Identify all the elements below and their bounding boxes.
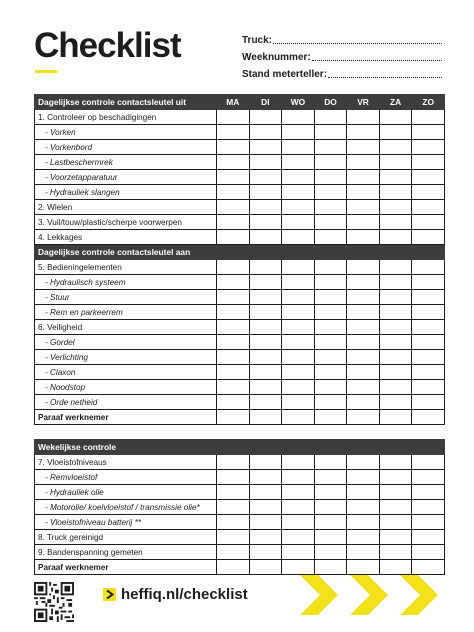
daily-key-on-header-row xyxy=(35,245,445,260)
check-cell-vr[interactable] xyxy=(347,215,380,230)
check-cell-za[interactable] xyxy=(379,230,412,245)
check-cell-do[interactable] xyxy=(314,410,347,425)
day-header-za: ZA xyxy=(379,95,412,110)
check-cell-za[interactable] xyxy=(379,500,412,515)
check-cell-wo[interactable] xyxy=(282,410,315,425)
check-cell-wo[interactable] xyxy=(282,155,315,170)
check-cell-ma[interactable] xyxy=(217,560,250,575)
check-cell-wo[interactable] xyxy=(282,110,315,125)
check-cell-ma[interactable] xyxy=(217,395,250,410)
check-cell-wo[interactable] xyxy=(282,365,315,380)
check-cell-ma[interactable] xyxy=(217,155,250,170)
check-cell-za[interactable] xyxy=(379,350,412,365)
check-item-label: - Noodstop xyxy=(35,380,217,395)
check-cell-vr[interactable] xyxy=(347,140,380,155)
check-cell-zo[interactable] xyxy=(412,485,445,500)
weekly-header-cell xyxy=(347,440,380,455)
check-cell-za[interactable] xyxy=(379,560,412,575)
check-cell-za[interactable] xyxy=(379,470,412,485)
check-cell-wo[interactable] xyxy=(282,305,315,320)
check-cell-za[interactable] xyxy=(379,380,412,395)
meter-reading-field[interactable] xyxy=(242,66,442,83)
check-item-label: 7. Vloeistofniveaus xyxy=(35,455,217,470)
check-cell-zo[interactable] xyxy=(412,500,445,515)
check-item-label: Paraaf werknemer xyxy=(35,560,217,575)
daily-row xyxy=(35,275,445,290)
check-cell-zo[interactable] xyxy=(412,545,445,560)
check-cell-zo[interactable] xyxy=(412,395,445,410)
daily-key-on-header-label: Dagelijkse controle contactsleutel aan xyxy=(35,245,217,260)
check-cell-wo[interactable] xyxy=(282,470,315,485)
daily-row xyxy=(35,155,445,170)
check-cell-za[interactable] xyxy=(379,275,412,290)
check-cell-ma[interactable] xyxy=(217,110,250,125)
daily-row xyxy=(35,305,445,320)
check-item-label: - Vloeistofniveau batterij ** xyxy=(35,515,217,530)
check-cell-ma[interactable] xyxy=(217,230,250,245)
check-cell-di[interactable] xyxy=(249,320,282,335)
meter-reading-field-line xyxy=(328,66,442,78)
check-cell-za[interactable] xyxy=(379,215,412,230)
check-cell-vr[interactable] xyxy=(347,320,380,335)
check-cell-di[interactable] xyxy=(249,395,282,410)
title-accent-line xyxy=(35,70,57,73)
check-cell-vr[interactable] xyxy=(347,485,380,500)
daily-key-on-header-cell xyxy=(379,245,412,260)
check-item-label: - Claxon xyxy=(35,365,217,380)
check-cell-zo[interactable] xyxy=(412,410,445,425)
check-cell-vr[interactable] xyxy=(347,500,380,515)
weekly-row xyxy=(35,500,445,515)
daily-row xyxy=(35,365,445,380)
daily-row xyxy=(35,215,445,230)
check-cell-di[interactable] xyxy=(249,185,282,200)
check-cell-zo[interactable] xyxy=(412,290,445,305)
check-cell-ma[interactable] xyxy=(217,215,250,230)
check-cell-zo[interactable] xyxy=(412,305,445,320)
check-item-label: - Motorolie/ koelvloeistof / transmissie olie* xyxy=(35,500,217,515)
check-cell-di[interactable] xyxy=(249,560,282,575)
daily-row xyxy=(35,110,445,125)
check-cell-wo[interactable] xyxy=(282,275,315,290)
check-cell-vr[interactable] xyxy=(347,125,380,140)
check-cell-ma[interactable] xyxy=(217,200,250,215)
check-item-label: - Hydraulisch systeem xyxy=(35,275,217,290)
check-cell-wo[interactable] xyxy=(282,260,315,275)
check-cell-za[interactable] xyxy=(379,140,412,155)
check-cell-za[interactable] xyxy=(379,530,412,545)
check-cell-zo[interactable] xyxy=(412,200,445,215)
check-cell-vr[interactable] xyxy=(347,305,380,320)
daily-header-row xyxy=(35,95,445,110)
check-cell-ma[interactable] xyxy=(217,170,250,185)
check-cell-zo[interactable] xyxy=(412,125,445,140)
daily-key-on-header-cell xyxy=(314,245,347,260)
check-cell-di[interactable] xyxy=(249,515,282,530)
check-cell-di[interactable] xyxy=(249,500,282,515)
check-cell-ma[interactable] xyxy=(217,410,250,425)
check-cell-wo[interactable] xyxy=(282,500,315,515)
check-cell-vr[interactable] xyxy=(347,515,380,530)
check-cell-do[interactable] xyxy=(314,485,347,500)
check-item-label: 1. Controleer op beschadigingen xyxy=(35,110,217,125)
check-cell-di[interactable] xyxy=(249,530,282,545)
check-cell-di[interactable] xyxy=(249,455,282,470)
check-item-label: - Remvloeistof xyxy=(35,470,217,485)
check-cell-zo[interactable] xyxy=(412,320,445,335)
check-cell-wo[interactable] xyxy=(282,380,315,395)
check-cell-zo[interactable] xyxy=(412,335,445,350)
check-cell-ma[interactable] xyxy=(217,185,250,200)
week-number-field-line xyxy=(312,49,442,61)
check-cell-vr[interactable] xyxy=(347,560,380,575)
check-item-label: - Stuur xyxy=(35,290,217,305)
daily-row xyxy=(35,125,445,140)
daily-row xyxy=(35,200,445,215)
check-cell-za[interactable] xyxy=(379,260,412,275)
daily-row xyxy=(35,185,445,200)
weekly-row xyxy=(35,545,445,560)
weekly-row xyxy=(35,560,445,575)
check-cell-ma[interactable] xyxy=(217,260,250,275)
check-cell-zo[interactable] xyxy=(412,260,445,275)
check-cell-vr[interactable] xyxy=(347,380,380,395)
weekly-row xyxy=(35,455,445,470)
check-cell-do[interactable] xyxy=(314,230,347,245)
check-cell-do[interactable] xyxy=(314,155,347,170)
check-item-label: - Lastbeschermrek xyxy=(35,155,217,170)
check-item-label: - Gordel xyxy=(35,335,217,350)
check-cell-di[interactable] xyxy=(249,275,282,290)
weekly-checklist-table xyxy=(34,439,445,575)
weekly-header-cell xyxy=(412,440,445,455)
check-cell-wo[interactable] xyxy=(282,140,315,155)
check-cell-do[interactable] xyxy=(314,395,347,410)
check-cell-di[interactable] xyxy=(249,170,282,185)
check-cell-zo[interactable] xyxy=(412,185,445,200)
weekly-row xyxy=(35,485,445,500)
daily-row xyxy=(35,320,445,335)
check-cell-wo[interactable] xyxy=(282,545,315,560)
day-header-do: DO xyxy=(314,95,347,110)
check-cell-do[interactable] xyxy=(314,560,347,575)
check-cell-zo[interactable] xyxy=(412,470,445,485)
check-cell-di[interactable] xyxy=(249,110,282,125)
check-cell-vr[interactable] xyxy=(347,110,380,125)
weekly-row xyxy=(35,515,445,530)
check-cell-ma[interactable] xyxy=(217,545,250,560)
check-cell-zo[interactable] xyxy=(412,455,445,470)
weekly-row xyxy=(35,530,445,545)
check-cell-zo[interactable] xyxy=(412,365,445,380)
daily-row xyxy=(35,140,445,155)
check-cell-di[interactable] xyxy=(249,335,282,350)
check-item-label: 8. Truck gereinigd xyxy=(35,530,217,545)
week-number-field-label: Weeknummer: xyxy=(242,52,311,63)
check-item-label: - Hydrauliek olie xyxy=(35,485,217,500)
check-cell-do[interactable] xyxy=(314,335,347,350)
check-item-label: 9. Bandenspanning gemeten xyxy=(35,545,217,560)
check-cell-wo[interactable] xyxy=(282,485,315,500)
check-cell-wo[interactable] xyxy=(282,560,315,575)
check-item-label: Paraaf werknemer xyxy=(35,410,217,425)
check-cell-di[interactable] xyxy=(249,545,282,560)
check-cell-wo[interactable] xyxy=(282,200,315,215)
check-cell-wo[interactable] xyxy=(282,335,315,350)
check-cell-di[interactable] xyxy=(249,230,282,245)
check-cell-wo[interactable] xyxy=(282,515,315,530)
check-item-label: - Hydrauliek slangen xyxy=(35,185,217,200)
check-cell-vr[interactable] xyxy=(347,275,380,290)
check-cell-di[interactable] xyxy=(249,125,282,140)
truck-field[interactable] xyxy=(242,32,442,49)
daily-key-on-header-cell xyxy=(347,245,380,260)
weekly-row xyxy=(35,470,445,485)
check-cell-zo[interactable] xyxy=(412,230,445,245)
check-cell-do[interactable] xyxy=(314,215,347,230)
check-cell-do[interactable] xyxy=(314,275,347,290)
check-cell-di[interactable] xyxy=(249,485,282,500)
check-cell-di[interactable] xyxy=(249,305,282,320)
check-cell-di[interactable] xyxy=(249,155,282,170)
check-cell-zo[interactable] xyxy=(412,380,445,395)
check-cell-do[interactable] xyxy=(314,200,347,215)
check-cell-vr[interactable] xyxy=(347,290,380,305)
daily-row xyxy=(35,290,445,305)
check-cell-vr[interactable] xyxy=(347,530,380,545)
weekly-header-cell xyxy=(217,440,250,455)
weekly-header-cell xyxy=(379,440,412,455)
check-item-label: 3. Vuil/touw/plastic/scherpe voorwerpen xyxy=(35,215,217,230)
check-cell-za[interactable] xyxy=(379,515,412,530)
check-cell-za[interactable] xyxy=(379,155,412,170)
weekly-header-row xyxy=(35,440,445,455)
decorative-chevrons-icon xyxy=(300,575,445,615)
check-cell-ma[interactable] xyxy=(217,455,250,470)
daily-row xyxy=(35,395,445,410)
check-item-label: - Rem en parkeerrem xyxy=(35,305,217,320)
daily-key-on-header-cell xyxy=(217,245,250,260)
check-cell-za[interactable] xyxy=(379,125,412,140)
check-cell-za[interactable] xyxy=(379,110,412,125)
website-url: heffiq.nl/checklist xyxy=(121,586,248,603)
daily-row xyxy=(35,260,445,275)
check-cell-di[interactable] xyxy=(249,290,282,305)
check-cell-ma[interactable] xyxy=(217,470,250,485)
daily-row xyxy=(35,380,445,395)
website-link[interactable] xyxy=(103,586,248,603)
weekly-header-cell xyxy=(282,440,315,455)
check-cell-vr[interactable] xyxy=(347,230,380,245)
check-cell-zo[interactable] xyxy=(412,515,445,530)
daily-key-on-header-cell xyxy=(249,245,282,260)
weekly-header-label: Wekelijkse controle xyxy=(35,440,217,455)
check-cell-di[interactable] xyxy=(249,365,282,380)
check-cell-ma[interactable] xyxy=(217,140,250,155)
check-cell-di[interactable] xyxy=(249,470,282,485)
check-cell-vr[interactable] xyxy=(347,185,380,200)
check-cell-za[interactable] xyxy=(379,320,412,335)
check-cell-do[interactable] xyxy=(314,170,347,185)
check-cell-do[interactable] xyxy=(314,545,347,560)
check-cell-za[interactable] xyxy=(379,455,412,470)
check-cell-za[interactable] xyxy=(379,365,412,380)
check-cell-vr[interactable] xyxy=(347,410,380,425)
chevron-right-icon xyxy=(103,588,116,601)
check-cell-za[interactable] xyxy=(379,485,412,500)
check-cell-ma[interactable] xyxy=(217,500,250,515)
check-cell-wo[interactable] xyxy=(282,170,315,185)
check-cell-zo[interactable] xyxy=(412,350,445,365)
week-number-field[interactable] xyxy=(242,49,442,66)
meter-reading-field-label: Stand meterteller: xyxy=(242,69,328,80)
check-cell-do[interactable] xyxy=(314,515,347,530)
check-cell-ma[interactable] xyxy=(217,275,250,290)
check-cell-wo[interactable] xyxy=(282,290,315,305)
check-cell-do[interactable] xyxy=(314,305,347,320)
weekly-header-cell xyxy=(249,440,282,455)
check-cell-wo[interactable] xyxy=(282,215,315,230)
check-cell-vr[interactable] xyxy=(347,395,380,410)
day-header-di: DI xyxy=(249,95,282,110)
check-cell-wo[interactable] xyxy=(282,320,315,335)
check-cell-wo[interactable] xyxy=(282,125,315,140)
check-cell-vr[interactable] xyxy=(347,470,380,485)
check-item-label: 5. Bedieningelementen xyxy=(35,260,217,275)
daily-header-label: Dagelijkse controle contactsleutel uit xyxy=(35,95,217,110)
check-item-label: 2. Wielen xyxy=(35,200,217,215)
check-cell-zo[interactable] xyxy=(412,140,445,155)
check-cell-do[interactable] xyxy=(314,320,347,335)
check-item-label: - Voorzetapparatuur xyxy=(35,170,217,185)
check-cell-vr[interactable] xyxy=(347,260,380,275)
check-cell-ma[interactable] xyxy=(217,515,250,530)
daily-row xyxy=(35,230,445,245)
check-cell-do[interactable] xyxy=(314,260,347,275)
check-cell-ma[interactable] xyxy=(217,320,250,335)
daily-row xyxy=(35,335,445,350)
check-cell-do[interactable] xyxy=(314,110,347,125)
check-cell-za[interactable] xyxy=(379,305,412,320)
check-cell-wo[interactable] xyxy=(282,395,315,410)
check-cell-vr[interactable] xyxy=(347,200,380,215)
check-cell-za[interactable] xyxy=(379,185,412,200)
check-cell-do[interactable] xyxy=(314,290,347,305)
qr-code-icon xyxy=(34,582,74,622)
truck-field-label: Truck: xyxy=(242,35,273,46)
check-cell-di[interactable] xyxy=(249,380,282,395)
check-cell-ma[interactable] xyxy=(217,530,250,545)
check-item-label: - Vorkenbord xyxy=(35,140,217,155)
check-cell-zo[interactable] xyxy=(412,170,445,185)
check-item-label: - Orde netheid xyxy=(35,395,217,410)
check-cell-zo[interactable] xyxy=(412,110,445,125)
check-cell-vr[interactable] xyxy=(347,350,380,365)
check-cell-wo[interactable] xyxy=(282,455,315,470)
check-cell-za[interactable] xyxy=(379,290,412,305)
check-cell-za[interactable] xyxy=(379,200,412,215)
daily-key-on-header-cell xyxy=(282,245,315,260)
check-cell-za[interactable] xyxy=(379,335,412,350)
check-cell-di[interactable] xyxy=(249,260,282,275)
check-cell-do[interactable] xyxy=(314,365,347,380)
weekly-header-cell xyxy=(314,440,347,455)
check-cell-za[interactable] xyxy=(379,170,412,185)
check-cell-di[interactable] xyxy=(249,350,282,365)
check-cell-zo[interactable] xyxy=(412,155,445,170)
check-cell-za[interactable] xyxy=(379,545,412,560)
day-header-vr: VR xyxy=(347,95,380,110)
daily-row xyxy=(35,170,445,185)
check-cell-do[interactable] xyxy=(314,350,347,365)
day-header-zo: ZO xyxy=(412,95,445,110)
check-item-label: - Vorken xyxy=(35,125,217,140)
check-cell-ma[interactable] xyxy=(217,350,250,365)
check-cell-ma[interactable] xyxy=(217,305,250,320)
check-cell-di[interactable] xyxy=(249,140,282,155)
check-cell-di[interactable] xyxy=(249,215,282,230)
check-cell-ma[interactable] xyxy=(217,485,250,500)
check-cell-vr[interactable] xyxy=(347,170,380,185)
check-cell-wo[interactable] xyxy=(282,230,315,245)
header-fields xyxy=(242,32,442,83)
check-cell-vr[interactable] xyxy=(347,155,380,170)
check-cell-do[interactable] xyxy=(314,380,347,395)
daily-row xyxy=(35,350,445,365)
check-cell-vr[interactable] xyxy=(347,365,380,380)
day-header-wo: WO xyxy=(282,95,315,110)
check-cell-vr[interactable] xyxy=(347,545,380,560)
check-cell-do[interactable] xyxy=(314,470,347,485)
check-cell-di[interactable] xyxy=(249,200,282,215)
check-cell-zo[interactable] xyxy=(412,275,445,290)
check-cell-do[interactable] xyxy=(314,125,347,140)
check-cell-wo[interactable] xyxy=(282,530,315,545)
check-cell-do[interactable] xyxy=(314,500,347,515)
check-item-label: - Verlichting xyxy=(35,350,217,365)
check-cell-wo[interactable] xyxy=(282,185,315,200)
check-cell-vr[interactable] xyxy=(347,335,380,350)
check-cell-do[interactable] xyxy=(314,455,347,470)
check-cell-ma[interactable] xyxy=(217,380,250,395)
check-cell-ma[interactable] xyxy=(217,290,250,305)
check-item-label: 6. Veiligheid xyxy=(35,320,217,335)
check-cell-do[interactable] xyxy=(314,140,347,155)
check-cell-vr[interactable] xyxy=(347,455,380,470)
check-cell-ma[interactable] xyxy=(217,365,250,380)
day-header-ma: MA xyxy=(217,95,250,110)
check-cell-ma[interactable] xyxy=(217,335,250,350)
check-item-label: 4. Lekkages xyxy=(35,230,217,245)
daily-row xyxy=(35,410,445,425)
check-cell-ma[interactable] xyxy=(217,125,250,140)
page-title: Checklist xyxy=(34,26,181,65)
check-cell-zo[interactable] xyxy=(412,215,445,230)
daily-checklist-table xyxy=(34,94,445,425)
check-cell-za[interactable] xyxy=(379,395,412,410)
daily-key-on-header-cell xyxy=(412,245,445,260)
check-cell-zo[interactable] xyxy=(412,560,445,575)
check-cell-do[interactable] xyxy=(314,530,347,545)
check-cell-wo[interactable] xyxy=(282,350,315,365)
check-cell-di[interactable] xyxy=(249,410,282,425)
check-cell-za[interactable] xyxy=(379,410,412,425)
check-cell-zo[interactable] xyxy=(412,530,445,545)
check-cell-do[interactable] xyxy=(314,185,347,200)
truck-field-line xyxy=(273,32,442,44)
